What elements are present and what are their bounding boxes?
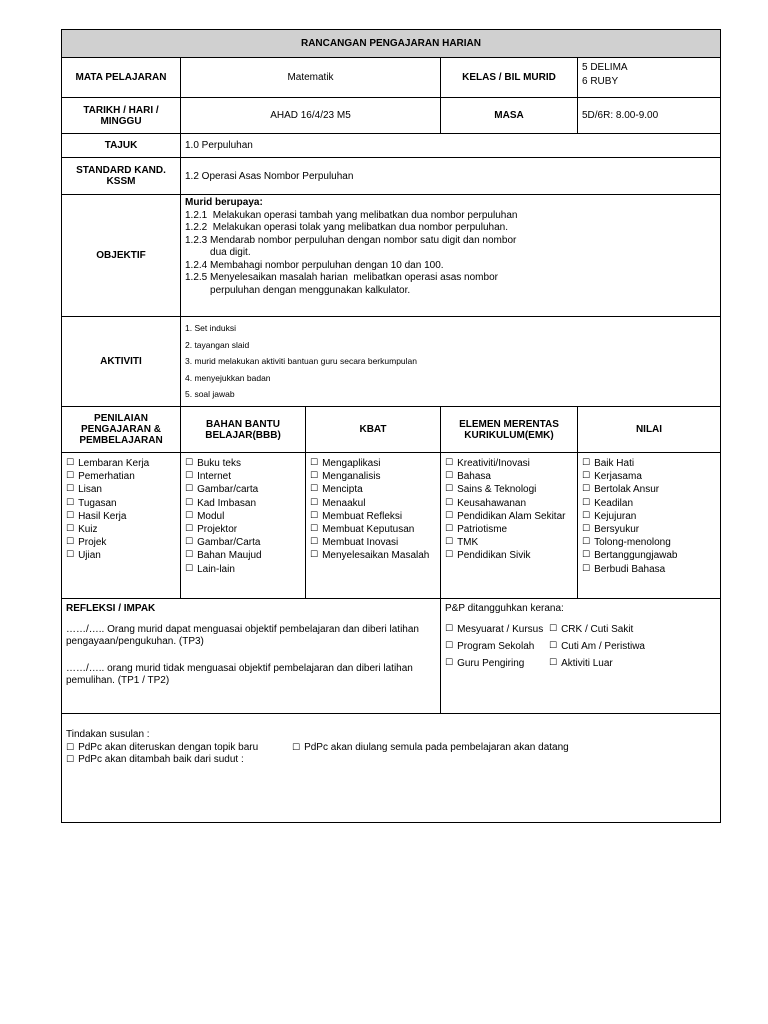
objective-line: 1.2.5 Menyelesaikan masalah harian melibatkan operasi asas nombor xyxy=(185,272,498,283)
standard-value: 1.2 Operasi Asas Nombor Perpuluhan xyxy=(185,170,354,182)
checkbox-icon[interactable]: ☐ xyxy=(582,510,591,521)
checkbox-item[interactable]: ☐ CRK / Cuti Sakit xyxy=(549,624,634,635)
checkbox-icon[interactable]: ☐ xyxy=(66,471,75,482)
checkbox-icon[interactable]: ☐ xyxy=(185,497,194,508)
checkbox-item[interactable]: ☐ Cuti Am / Peristiwa xyxy=(549,641,645,653)
objective-line: 1.2.4 Membahagi nombor perpuluhan dengan 10 dan 100. xyxy=(185,259,444,271)
checkbox-item[interactable]: ☐ Bersyukur xyxy=(582,524,640,536)
checkbox-icon[interactable]: ☐ xyxy=(66,755,75,765)
checkbox-icon[interactable]: ☐ xyxy=(310,484,319,495)
checkbox-icon[interactable]: ☐ xyxy=(185,537,194,548)
checkbox-item[interactable]: ☐ Menyelesaikan Masalah xyxy=(310,550,430,562)
checkbox-item[interactable]: ☐ Membuat Inovasi xyxy=(310,537,399,549)
time-label: MASA xyxy=(441,98,578,133)
checkbox-icon[interactable]: ☐ xyxy=(310,510,319,521)
objectives-content xyxy=(181,195,720,316)
emk-list xyxy=(441,453,578,598)
checkbox-icon[interactable]: ☐ xyxy=(66,524,75,535)
followup-label: Tindakan susulan : xyxy=(66,729,150,740)
values-list xyxy=(578,453,720,598)
checkbox-item[interactable]: ☐ Berbudi Bahasa xyxy=(582,563,666,575)
checkbox-icon[interactable]: ☐ xyxy=(445,624,454,634)
checkbox-item[interactable]: ☐ Sains & Teknologi xyxy=(445,484,537,496)
checkbox-icon[interactable]: ☐ xyxy=(582,497,591,508)
checkbox-item[interactable]: ☐ Kreativiti/Inovasi xyxy=(445,458,530,469)
checkbox-icon[interactable]: ☐ xyxy=(445,641,454,652)
subject-label: MATA PELAJARAN xyxy=(62,58,181,97)
checkbox-icon[interactable]: ☐ xyxy=(549,624,558,634)
checkbox-item[interactable]: ☐ Kuiz xyxy=(66,524,98,536)
checkbox-item[interactable]: ☐ Keusahawanan xyxy=(445,497,527,509)
checkbox-item[interactable]: ☐ Mesyuarat / Kursus xyxy=(445,624,544,635)
checkbox-icon[interactable]: ☐ xyxy=(445,458,454,468)
checkbox-icon[interactable]: ☐ xyxy=(445,658,454,669)
checkbox-item[interactable]: ☐ Pemerhatian xyxy=(66,471,135,483)
checkbox-icon[interactable]: ☐ xyxy=(292,742,301,753)
assessment-list xyxy=(62,453,181,598)
checkbox-item[interactable]: ☐ Lembaran Kerja xyxy=(66,458,150,469)
standard-row xyxy=(61,158,721,195)
reflection-row xyxy=(61,599,721,714)
class-value-2: 6 RUBY xyxy=(582,75,619,87)
reflection-line-1[interactable]: ……/….. Orang murid dapat menguasai objektif pembelajaran dan diberi latihan pengayaan/pengukuhan. (TP3) xyxy=(66,623,419,647)
checkbox-icon[interactable]: ☐ xyxy=(310,537,319,548)
checkbox-icon[interactable]: ☐ xyxy=(549,658,558,669)
checkbox-icon[interactable]: ☐ xyxy=(66,458,75,468)
checkbox-icon[interactable]: ☐ xyxy=(445,484,454,495)
reflection-line-2[interactable]: ……/….. orang murid tidak menguasai objektif pembelajaran dan diberi latihan pemulihan. (TP1 / TP2) xyxy=(66,662,413,686)
checkbox-item[interactable]: ☐ Projek xyxy=(66,537,107,549)
postponed-label: P&P ditangguhkan kerana: xyxy=(445,603,564,614)
checkbox-icon[interactable]: ☐ xyxy=(310,458,319,468)
checkbox-item[interactable]: ☐ Bahasa xyxy=(445,471,491,483)
objectives-label: OBJEKTIF xyxy=(62,195,181,316)
checkbox-item[interactable]: ☐ PdPc akan ditambah baik dari sudut : xyxy=(66,754,244,765)
checkbox-item[interactable]: ☐ Program Sekolah xyxy=(445,641,535,653)
checkbox-item[interactable]: ☐ Kad Imbasan xyxy=(185,497,257,509)
checkbox-icon[interactable]: ☐ xyxy=(66,742,75,753)
checkbox-item[interactable]: ☐ Tugasan xyxy=(66,497,117,509)
class-label: KELAS / BIL MURID xyxy=(441,58,578,97)
checkbox-item[interactable]: ☐ Kejujuran xyxy=(582,510,637,522)
checkbox-icon[interactable]: ☐ xyxy=(185,510,194,521)
checkbox-icon[interactable]: ☐ xyxy=(185,458,194,468)
checkbox-item[interactable]: ☐ Menaakul xyxy=(310,497,366,509)
checkbox-icon[interactable]: ☐ xyxy=(66,484,75,495)
topic-row xyxy=(61,134,721,158)
checkbox-icon[interactable]: ☐ xyxy=(310,471,319,482)
checkbox-item[interactable]: ☐ PdPc akan diteruskan dengan topik baru xyxy=(66,741,259,753)
values-header: NILAI xyxy=(635,424,663,435)
emk-header: ELEMEN MERENTAS KURIKULUM(EMK) xyxy=(441,407,578,452)
checkbox-item[interactable]: ☐ Membuat Refleksi xyxy=(310,510,403,522)
checkbox-icon[interactable]: ☐ xyxy=(310,497,319,508)
title-row xyxy=(61,29,721,58)
checkbox-icon[interactable]: ☐ xyxy=(445,550,454,561)
followup-options-line xyxy=(66,742,716,755)
checkbox-icon[interactable]: ☐ xyxy=(185,550,194,561)
objective-line: dua digit. xyxy=(185,247,251,258)
kbat-list xyxy=(306,453,441,598)
checkbox-icon[interactable]: ☐ xyxy=(582,471,591,482)
standard-label: STANDARD KAND. KSSM xyxy=(62,158,181,194)
activity-item: 4. menyejukkan badan xyxy=(185,372,271,383)
class-values xyxy=(578,58,720,97)
checkbox-item[interactable]: ☐ Gambar/carta xyxy=(185,484,259,496)
checkbox-item[interactable]: ☐ TMK xyxy=(445,537,479,549)
checkbox-item[interactable]: ☐ Lisan xyxy=(66,484,102,496)
checkbox-icon[interactable]: ☐ xyxy=(185,563,194,574)
checkbox-icon[interactable]: ☐ xyxy=(185,524,194,535)
subject-row xyxy=(61,58,721,98)
checkbox-icon[interactable]: ☐ xyxy=(310,550,319,561)
topic-value: 1.0 Perpuluhan xyxy=(185,140,253,151)
page-title: RANCANGAN PENGAJARAN HARIAN xyxy=(62,30,720,57)
reflection-section xyxy=(62,599,441,713)
class-value-1: 5 DELIMA xyxy=(582,62,628,73)
objective-line: 1.2.1 Melakukan operasi tambah yang melibatkan dua nombor perpuluhan xyxy=(185,209,518,221)
checkbox-icon[interactable]: ☐ xyxy=(185,484,194,495)
checkbox-item[interactable]: ☐ Mengaplikasi xyxy=(310,458,381,469)
date-row xyxy=(61,98,721,134)
materials-header: BAHAN BANTU BELAJAR(BBB) xyxy=(181,407,306,452)
activity-item: 5. soal jawab xyxy=(185,389,235,400)
activities-content xyxy=(181,317,720,406)
checkbox-icon[interactable]: ☐ xyxy=(310,524,319,535)
objective-line: perpuluhan dengan menggunakan kalkulator. xyxy=(185,284,411,296)
checkbox-item[interactable]: ☐ Modul xyxy=(185,510,225,522)
checkbox-item[interactable]: ☐ Guru Pengiring xyxy=(445,658,525,670)
objectives-intro: Murid berupaya: xyxy=(185,197,263,208)
checkbox-item[interactable]: ☐ Buku teks xyxy=(185,458,241,469)
checkbox-item[interactable]: ☐ Hasil Kerja xyxy=(66,510,127,522)
postponed-section xyxy=(441,599,720,713)
column-header-row xyxy=(61,407,721,453)
activity-item: 1. Set induksi xyxy=(185,323,237,333)
time-value: 5D/6R: 8.00-9.00 xyxy=(582,110,659,121)
topic-label: TAJUK xyxy=(62,134,181,157)
checkbox-icon[interactable]: ☐ xyxy=(445,497,454,508)
checkbox-item[interactable]: ☐ Keadilan xyxy=(582,497,633,509)
checkbox-item[interactable]: ☐ Pendidikan Sivik xyxy=(445,550,531,562)
activity-item: 2. tayangan slaid xyxy=(185,339,250,350)
assessment-header: PENILAIAN PENGAJARAN & PEMBELAJARAN xyxy=(62,407,181,452)
subject-value: Matematik xyxy=(181,58,441,97)
checkbox-icon[interactable]: ☐ xyxy=(445,524,454,535)
checkbox-icon[interactable]: ☐ xyxy=(582,484,591,495)
materials-list xyxy=(181,453,306,598)
checkbox-item[interactable]: ☐ Baik Hati xyxy=(582,458,635,469)
checkbox-icon[interactable]: ☐ xyxy=(185,471,194,482)
checkbox-item[interactable]: ☐ Mencipta xyxy=(310,484,363,496)
objectives-row xyxy=(61,195,721,317)
checkbox-item[interactable]: ☐ Projektor xyxy=(185,524,238,536)
checkbox-item[interactable]: ☐ Menganalisis xyxy=(310,471,381,483)
checkbox-item[interactable]: ☐ Internet xyxy=(185,471,231,483)
checkbox-item[interactable]: ☐ Tolong-menolong xyxy=(582,537,671,549)
checkbox-icon[interactable]: ☐ xyxy=(582,563,591,574)
reflection-label: REFLEKSI / IMPAK xyxy=(66,603,156,614)
checkbox-item[interactable]: ☐ Pendidikan Alam Sekitar xyxy=(445,510,566,522)
checkbox-item[interactable]: ☐ Ujian xyxy=(66,550,101,562)
checkbox-icon[interactable]: ☐ xyxy=(582,550,591,561)
checkbox-icon[interactable]: ☐ xyxy=(445,537,454,548)
checklist-row xyxy=(61,453,721,599)
checkbox-item[interactable]: ☐ Lain-lain xyxy=(185,563,235,575)
activities-label: AKTIVITI xyxy=(62,317,181,406)
checkbox-icon[interactable]: ☐ xyxy=(582,537,591,548)
checkbox-item[interactable]: ☐ PdPc akan diulang semula pada pembelajaran akan datang xyxy=(292,741,569,753)
objective-line: 1.2.3 Mendarab nombor perpuluhan dengan nombor satu digit dan nombor xyxy=(185,234,517,246)
date-label: TARIKH / HARI / MINGGU xyxy=(62,98,181,133)
checkbox-icon[interactable]: ☐ xyxy=(582,524,591,535)
checkbox-item[interactable]: ☐ Aktiviti Luar xyxy=(549,658,613,670)
objective-line: 1.2.2 Melakukan operasi tolak yang melibatkan dua nombor perpuluhan. xyxy=(185,222,508,233)
checkbox-item[interactable]: ☐ Kerjasama xyxy=(582,471,642,483)
checkbox-item[interactable]: ☐ Bahan Maujud xyxy=(185,550,262,562)
checkbox-icon[interactable]: ☐ xyxy=(66,537,75,548)
checkbox-icon[interactable]: ☐ xyxy=(582,458,591,468)
date-value: AHAD 16/4/23 M5 xyxy=(181,98,441,133)
checkbox-icon[interactable]: ☐ xyxy=(66,550,75,561)
checkbox-icon[interactable]: ☐ xyxy=(66,497,75,508)
checkbox-item[interactable]: ☐ Patriotisme xyxy=(445,524,508,536)
lesson-plan-sheet xyxy=(61,29,721,823)
checkbox-icon[interactable]: ☐ xyxy=(549,641,558,652)
activity-item: 3. murid melakukan aktiviti bantuan guru secara berkumpulan xyxy=(185,356,417,367)
postponed-options xyxy=(445,623,716,671)
followup-section xyxy=(62,714,720,822)
followup-row xyxy=(61,714,721,823)
checkbox-item[interactable]: ☐ Bertolak Ansur xyxy=(582,484,660,496)
checkbox-icon[interactable]: ☐ xyxy=(445,510,454,521)
activities-row xyxy=(61,317,721,407)
checkbox-icon[interactable]: ☐ xyxy=(66,510,75,521)
checkbox-icon[interactable]: ☐ xyxy=(445,471,454,482)
checkbox-item[interactable]: ☐ Gambar/Carta xyxy=(185,537,261,549)
checkbox-item[interactable]: ☐ Membuat Keputusan xyxy=(310,524,415,536)
checkbox-item[interactable]: ☐ Bertanggungjawab xyxy=(582,550,678,562)
kbat-header: KBAT xyxy=(306,407,441,452)
